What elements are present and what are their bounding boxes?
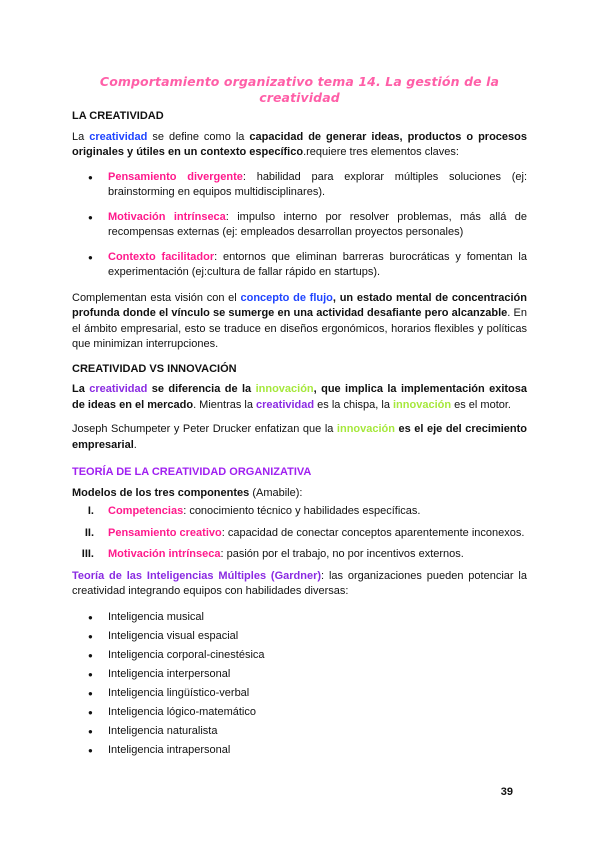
elements-list xyxy=(72,170,527,281)
list-item: ● Inteligencia interpersonal xyxy=(72,667,527,686)
heading-creatividad-vs-innovacion: CREATIVIDAD VS INNOVACIÓN xyxy=(72,362,237,375)
paragraph-diferencia: La creatividad se diferencia de la innovación, que implica la implementación exitosa de ideas en el mercado. Mientras la creatividad es la chispa, la innovación es el motor. xyxy=(72,383,527,411)
heading-teoria: TEORÍA DE LA CREATIVIDAD ORGANIZATIVA xyxy=(72,466,312,478)
document-title: Comportamiento organizativo tema 14. La gestión de la creatividad xyxy=(99,74,500,105)
list-item: ● Inteligencia corporal-cinestésica xyxy=(72,648,527,667)
paragraph-definition: La creatividad se define como la capacidad de generar ideas, productos o procesos originales y útiles en un contexto específico.requiere tres elementos claves: xyxy=(72,130,527,158)
list-item: ● Contexto facilitador: entornos que eliminan barreras burocráticas y fomentan la experimentación (ej:cultura de fallar rápido en startups). xyxy=(72,250,527,281)
paragraph-gardner: Teoría de las Inteligencias Múltiples (Gardner): las organizaciones pueden potenciar la creatividad integrando equipos con habilidades diversas: xyxy=(72,569,527,597)
models-line: Modelos de los tres componentes (Amabile): xyxy=(72,486,303,499)
list-item: ● Pensamiento divergente: habilidad para explorar múltiples soluciones (ej: brainstorming en equipos multidisciplinares). xyxy=(72,170,527,201)
components-list xyxy=(72,504,527,563)
page-number: 39 xyxy=(500,786,513,798)
list-item: ● Motivación intrínseca: impulso interno por resolver problemas, más allá de recompensas externas (ej: empleados desarrollan proyectos personales) xyxy=(72,210,527,241)
list-item: ● Inteligencia naturalista xyxy=(72,724,527,743)
intelligences-list xyxy=(72,610,527,762)
list-item: ● Inteligencia lingüístico-verbal xyxy=(72,686,527,705)
list-item: ● Inteligencia visual espacial xyxy=(72,629,527,648)
term-flujo: concepto de flujo xyxy=(240,291,333,304)
list-item: II. Pensamiento creativo: capacidad de conectar conceptos aparentemente inconexos. xyxy=(84,526,525,539)
list-item: ● Inteligencia intrapersonal xyxy=(72,743,527,762)
paragraph-flujo: Complementan esta visión con el concepto de flujo, un estado mental de concentración profunda donde el vínculo se sumerge en una actividad desafiante pero alcanzable. En el ámbito empresarial, esto se traduce en diseños ergonómicos, horarios flexibles y políticas que minimizan interrupciones. xyxy=(72,291,527,350)
list-item: I. Competencias: conocimiento técnico y habilidades específicas. xyxy=(87,505,421,517)
term-creatividad: creatividad xyxy=(89,130,148,143)
heading-creatividad: LA CREATIVIDAD xyxy=(72,110,164,122)
list-item: III. Motivación intrínseca: pasión por el trabajo, no por incentivos externos. xyxy=(81,548,464,560)
document-page xyxy=(72,74,527,762)
list-item: ● Inteligencia lógico-matemático xyxy=(72,705,527,724)
list-item: ● Inteligencia musical xyxy=(72,610,527,629)
paragraph-schumpeter: Joseph Schumpeter y Peter Drucker enfatizan que la innovación es el eje del crecimiento empresarial. xyxy=(72,423,527,451)
